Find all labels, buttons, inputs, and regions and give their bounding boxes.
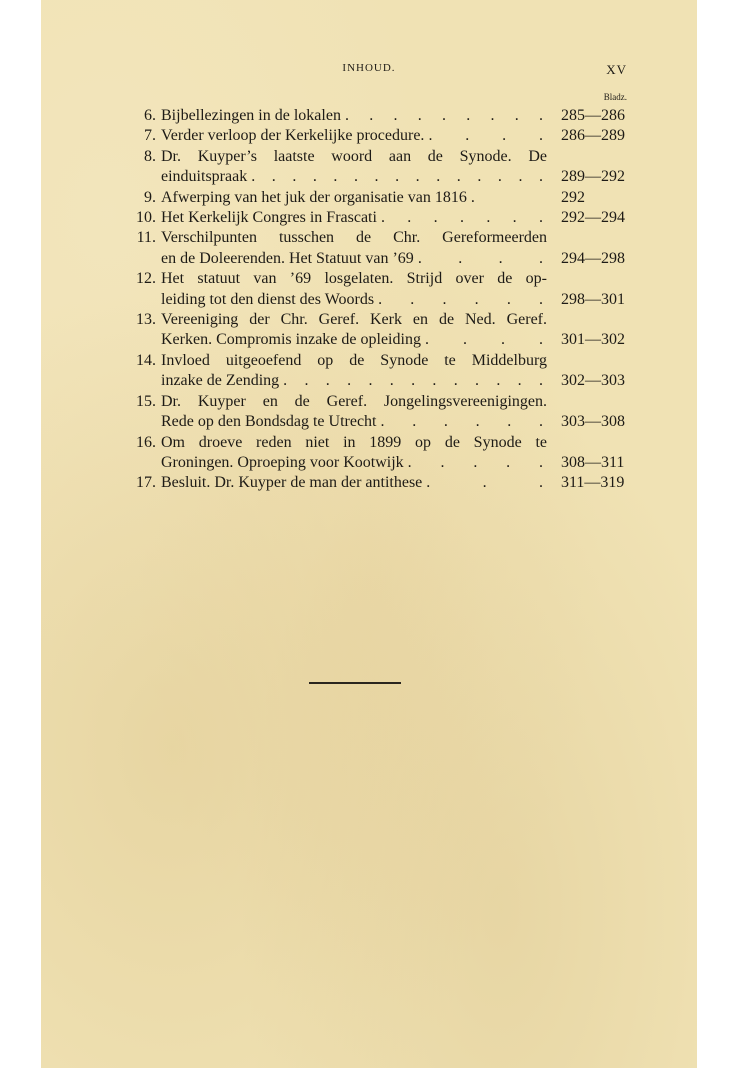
toc-entry <box>111 351 627 392</box>
entry-page-range: 308—311 <box>561 453 625 471</box>
entry-page-range: 311—319 <box>561 474 625 492</box>
entry-number: 15. <box>136 392 156 410</box>
entry-title-line: Invloed uitgeoefend op de Synode te Middelburg <box>161 351 547 369</box>
table-of-contents <box>111 106 627 494</box>
entry-title-text: en de Doleerenden. Het Statuut van ’69 <box>161 249 414 267</box>
dot-leader: . . . . . . . . . <box>344 107 547 124</box>
entry-page-range: 289—292 <box>561 168 625 186</box>
entry-title-line <box>161 371 547 391</box>
entry-title-line: Dr. Kuyper’s laatste woord aan de Synode. De <box>161 147 547 165</box>
dot-leader: . <box>470 188 479 206</box>
entry-page-range: 302—303 <box>561 372 625 390</box>
entry-title <box>161 188 547 208</box>
entry-title <box>161 269 547 310</box>
entry-title <box>161 228 547 269</box>
entry-title <box>161 351 547 392</box>
entry-title-text: einduitspraak <box>161 168 248 186</box>
entry-pages <box>547 126 627 146</box>
dot-leader: . . . . . . <box>378 290 547 308</box>
page-number: XV <box>606 62 627 77</box>
toc-entry <box>111 392 627 433</box>
entry-title <box>161 106 547 126</box>
entry-title <box>161 126 547 146</box>
book-page <box>41 0 697 1068</box>
toc-entry <box>111 473 627 493</box>
toc-entry <box>111 188 627 208</box>
entry-number: 16. <box>136 433 156 451</box>
entry-title <box>161 310 547 351</box>
entry-page-range: 292—294 <box>561 209 625 227</box>
entry-number: 14. <box>136 351 156 369</box>
entry-pages <box>547 228 627 269</box>
dot-leader: . . . . <box>417 249 547 267</box>
entry-pages <box>547 208 627 228</box>
entry-number: 6. <box>144 107 156 124</box>
toc-entry <box>111 310 627 351</box>
running-head: INHOUD. <box>342 62 396 74</box>
entry-title-text: Groningen. Oproeping voor Kootwijk <box>161 453 404 471</box>
section-rule <box>309 682 401 684</box>
dot-leader: . . . . <box>428 127 547 145</box>
entry-number: 10. <box>136 209 156 227</box>
entry-page-range: 298—301 <box>561 290 625 308</box>
entry-number: 11. <box>136 229 156 247</box>
entry-page-range: 286—289 <box>561 127 625 145</box>
dot-leader: . . . . . . . . . . . . . <box>283 372 547 390</box>
entry-title-line <box>161 167 547 187</box>
entry-title-line: Vereeniging der Chr. Geref. Kerk en de Ned. Geref. <box>161 311 547 329</box>
entry-title-line <box>161 473 547 493</box>
entry-title <box>161 392 547 433</box>
entry-title-line <box>161 249 547 269</box>
entry-title-text: Besluit. Dr. Kuyper de man der antithese <box>161 474 423 492</box>
entry-title-line <box>161 412 547 432</box>
toc-entry <box>111 269 627 310</box>
entry-page-range: 294—298 <box>561 249 625 267</box>
entry-pages <box>547 106 627 126</box>
entry-title <box>161 208 547 228</box>
entry-number: 9. <box>144 188 156 206</box>
entry-number: 7. <box>144 127 156 145</box>
entry-page-range: 292 <box>561 188 585 206</box>
entry-title-text: Afwerping van het juk der organisatie van 1816 <box>161 188 467 206</box>
toc-entry <box>111 106 627 126</box>
entry-title-line <box>161 126 547 146</box>
entry-title-text: Bijbellezingen in de lokalen <box>161 107 341 124</box>
entry-number: 13. <box>136 311 156 329</box>
entry-pages <box>547 188 627 208</box>
toc-entry <box>111 147 627 188</box>
entry-title-line <box>161 453 547 473</box>
entry-title-line: Om droeve reden niet in 1899 op de Synode te <box>161 433 547 451</box>
entry-title <box>161 147 547 188</box>
entry-number: 12. <box>136 270 156 288</box>
entry-title-line <box>161 188 547 208</box>
entry-title-text: Kerken. Compromis inzake de opleiding <box>161 331 421 349</box>
entry-title-text: leiding tot den dienst des Woords <box>161 290 375 308</box>
entry-title-line: Verschilpunten tusschen de Chr. Gereformeerden <box>161 229 547 247</box>
entry-title-text: Rede op den Bondsdag te Utrecht <box>161 413 377 431</box>
dot-leader: . . . . . . <box>380 413 547 431</box>
entry-number: 17. <box>136 474 156 492</box>
dot-leader: . . . . . <box>407 453 547 471</box>
toc-entry <box>111 433 627 474</box>
entry-title-line <box>161 330 547 350</box>
entry-title-line: Dr. Kuyper en de Geref. Jongelingsvereenigingen. <box>161 392 547 410</box>
entry-pages <box>547 351 627 392</box>
entry-title-line <box>161 106 547 126</box>
dot-leader: . . . . . . . . . . . . . . . <box>251 168 547 186</box>
dot-leader: . . . <box>426 474 547 492</box>
entry-pages <box>547 473 627 493</box>
entry-page-range: 301—302 <box>561 331 625 349</box>
entry-title-line <box>161 290 547 310</box>
entry-pages <box>547 147 627 188</box>
dot-leader: . . . . . . . <box>380 209 547 227</box>
dot-leader: . . . . <box>424 331 547 349</box>
entry-title-text: inzake de Zending <box>161 372 280 390</box>
entry-title-line <box>161 208 547 228</box>
entry-title <box>161 433 547 474</box>
entry-pages <box>547 392 627 433</box>
entry-page-range: 303—308 <box>561 413 625 431</box>
toc-entry <box>111 126 627 146</box>
entry-page-range: 285—286 <box>561 107 625 124</box>
entry-title-text: Verder verloop der Kerkelijke procedure. <box>161 127 425 145</box>
entry-number: 8. <box>144 147 156 165</box>
entry-pages <box>547 310 627 351</box>
entry-pages <box>547 269 627 310</box>
entry-title-text: Het Kerkelijk Congres in Frascati <box>161 209 377 227</box>
entry-title <box>161 473 547 493</box>
entry-pages <box>547 433 627 474</box>
pages-column-heading: Bladz. <box>603 92 627 102</box>
entry-title-line: Het statuut van ’69 losgelaten. Strijd over de op- <box>161 270 547 288</box>
toc-entry <box>111 208 627 228</box>
toc-entry <box>111 228 627 269</box>
